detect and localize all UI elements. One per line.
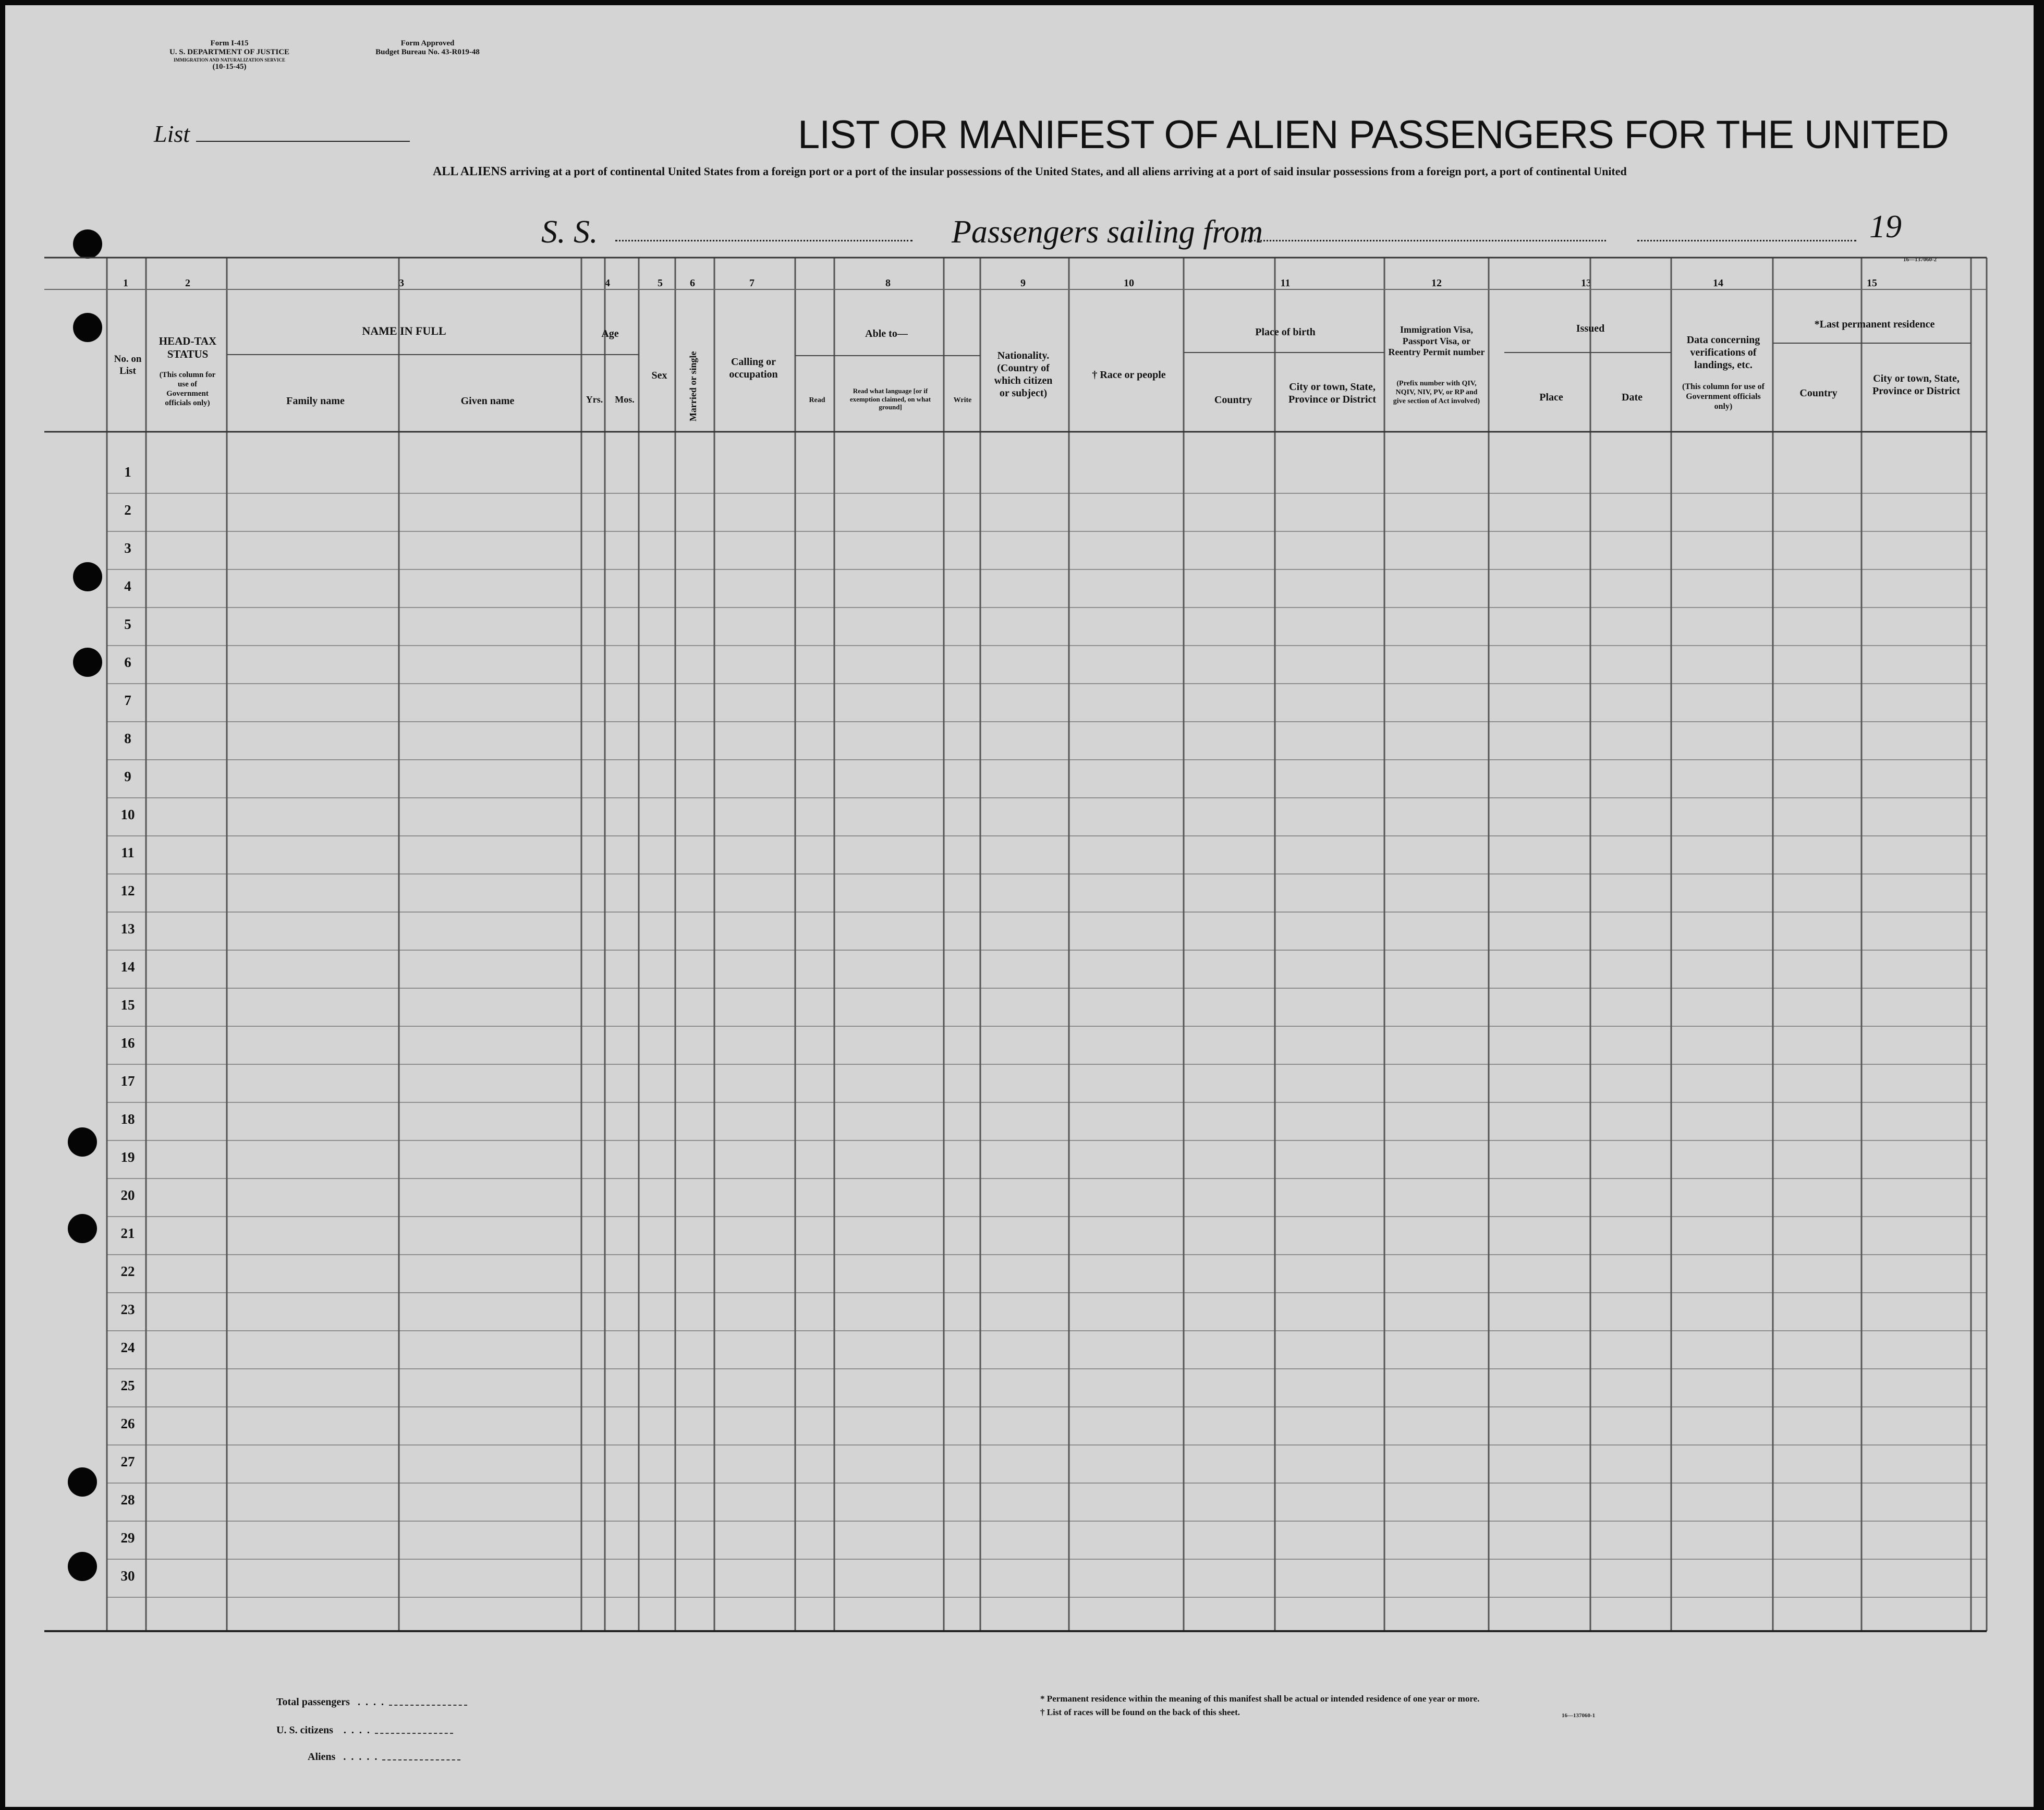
- passenger-row[interactable]: [146, 1217, 1987, 1255]
- column-number: 15: [1867, 277, 1877, 289]
- passenger-row[interactable]: [146, 913, 1987, 951]
- column-number: 11: [1280, 277, 1291, 289]
- aliens-label: Aliens: [308, 1751, 336, 1763]
- column-number: 14: [1713, 277, 1723, 289]
- column-number: 8: [885, 277, 891, 289]
- column-number: 13: [1581, 277, 1591, 289]
- passenger-row[interactable]: [146, 1369, 1987, 1407]
- passenger-row[interactable]: [146, 1065, 1987, 1103]
- header-head-tax-note: (This column for use of Government officials only): [159, 371, 216, 407]
- passenger-row[interactable]: [146, 1141, 1987, 1179]
- passenger-row[interactable]: [146, 722, 1987, 760]
- header-no-on-list: No. on List: [114, 354, 142, 376]
- header-age: Age: [601, 328, 619, 339]
- column-number: 10: [1124, 277, 1134, 289]
- total-passengers-label: Total passengers: [276, 1696, 350, 1708]
- header-write: Write: [953, 396, 972, 404]
- passenger-row[interactable]: [146, 760, 1987, 798]
- row-number: 25: [120, 1378, 135, 1393]
- footnote-races: † List of races will be found on the back of this sheet.: [1040, 1707, 1240, 1717]
- row-number: 24: [120, 1340, 135, 1355]
- column-number: 9: [1020, 277, 1026, 289]
- passenger-row[interactable]: [146, 1331, 1987, 1369]
- row-number: 7: [124, 693, 131, 708]
- page-title: LIST OR MANIFEST OF ALIEN PASSENGERS FOR THE UNITED: [798, 113, 1949, 157]
- passenger-row[interactable]: [146, 1179, 1987, 1217]
- header-mos: Mos.: [615, 394, 635, 405]
- total-passengers-blank[interactable]: [389, 1699, 467, 1706]
- row-number: 28: [120, 1492, 135, 1508]
- header-issued-place: Place: [1539, 392, 1563, 403]
- row-number: 11: [121, 845, 135, 860]
- row-number: 19: [120, 1149, 135, 1165]
- passenger-row[interactable]: [146, 1484, 1987, 1522]
- passenger-row[interactable]: [146, 1560, 1987, 1598]
- header-issued-date: Date: [1622, 392, 1642, 403]
- us-citizens-blank[interactable]: [375, 1728, 453, 1734]
- header-birth-city: City or town, State, Province or District: [1288, 381, 1377, 405]
- header-married: Married or single: [688, 351, 699, 422]
- passenger-row[interactable]: [146, 951, 1987, 989]
- row-number: 8: [124, 731, 131, 746]
- row-number: 23: [120, 1302, 135, 1317]
- service-name: IMMIGRATION AND NATURALIZATION SERVICE: [174, 57, 285, 63]
- passenger-row[interactable]: [146, 1407, 1987, 1445]
- row-number: 5: [124, 616, 131, 632]
- footnote-residence: * Permanent residence within the meaning of this manifest shall be actual or intended residence of one year or more.: [1040, 1694, 1480, 1704]
- header-race: † Race or people: [1092, 369, 1166, 381]
- passenger-row[interactable]: [146, 646, 1987, 684]
- header-read: Read: [809, 396, 825, 404]
- header-visa: Immigration Visa, Passport Visa, or Reentry Permit number: [1388, 324, 1485, 358]
- column-number: 4: [605, 277, 610, 289]
- row-number: 17: [120, 1073, 135, 1089]
- header-residence: *Last permanent residence: [1814, 319, 1935, 330]
- row-number: 13: [120, 921, 135, 937]
- subtitle-lead: ALL ALIENS: [433, 165, 507, 178]
- header-place-of-birth: Place of birth: [1255, 326, 1316, 338]
- header-able-to: Able to—: [865, 328, 908, 339]
- department-name: U. S. DEPARTMENT OF JUSTICE: [169, 48, 290, 57]
- row-number: 30: [120, 1568, 135, 1584]
- manifest-sheet: [5, 5, 2034, 1807]
- header-visa-note: (Prefix number with QIV, NQIV, NIV, PV, or RP and give section of Act involved): [1393, 380, 1480, 405]
- passenger-row[interactable]: [146, 874, 1987, 913]
- total-passengers-field[interactable]: Total passengers . . . .: [276, 1696, 467, 1708]
- row-number: 18: [120, 1111, 135, 1127]
- row-number: 15: [120, 997, 135, 1013]
- passenger-row[interactable]: [146, 989, 1987, 1027]
- ss-label: S. S.: [541, 214, 598, 250]
- row-number: 3: [124, 540, 131, 556]
- row-number: 12: [120, 883, 135, 898]
- header-family-name: Family name: [286, 395, 345, 407]
- passenger-row[interactable]: [146, 836, 1987, 874]
- passenger-row[interactable]: [146, 1522, 1987, 1560]
- passenger-row[interactable]: [146, 532, 1987, 570]
- year-label: 19: [1869, 209, 1902, 245]
- header-given-name: Given name: [460, 395, 515, 407]
- aliens-field[interactable]: Aliens . . . . .: [308, 1751, 460, 1763]
- column-number: 1: [123, 277, 128, 289]
- form-number: Form I-415: [210, 39, 249, 47]
- passenger-row[interactable]: [146, 1255, 1987, 1293]
- row-number: 26: [120, 1416, 135, 1431]
- column-number: 3: [399, 277, 404, 289]
- row-number: 9: [124, 769, 131, 784]
- header-head-tax: HEAD-TAX STATUS: [159, 335, 217, 361]
- passenger-row[interactable]: [146, 456, 1987, 494]
- passenger-row[interactable]: [146, 1103, 1987, 1141]
- us-citizens-label: U. S. citizens: [276, 1724, 333, 1736]
- form-approved: Form Approved: [400, 39, 455, 47]
- header-yrs: Yrs.: [586, 394, 603, 405]
- passenger-row[interactable]: [146, 798, 1987, 836]
- header-sex: Sex: [651, 370, 667, 381]
- passenger-row[interactable]: [146, 570, 1987, 608]
- code-bottom: 16—137060-1: [1562, 1712, 1596, 1719]
- header-landings-note: (This column for use of Government officials only): [1682, 382, 1765, 411]
- row-number: 27: [120, 1454, 135, 1469]
- header-issued: Issued: [1576, 323, 1605, 334]
- row-number: 6: [124, 654, 131, 670]
- header-calling: Calling or occupation: [729, 356, 778, 380]
- column-number: 6: [690, 277, 695, 289]
- header-read-language: Read what language [or if exemption claimed, on what ground]: [849, 387, 931, 411]
- subtitle-text: arriving at a port of continental United States from a foreign port or a port of the insular possessions of the United States, and all aliens arriving at a port of said insular possessions from a foreign port, a port of continental United: [509, 165, 1627, 178]
- row-number: 16: [120, 1035, 135, 1051]
- header-nationality: Nationality. (Country of which citizen or subject): [994, 350, 1053, 399]
- header-res-city: City or town, State, Province or District: [1872, 373, 1961, 397]
- row-number: 22: [120, 1264, 135, 1279]
- row-number: 1: [124, 464, 131, 480]
- row-number: 14: [120, 959, 135, 975]
- row-number: 4: [124, 578, 131, 594]
- sailing-from-label: Passengers sailing from: [952, 214, 1263, 250]
- passenger-row[interactable]: [146, 494, 1987, 532]
- row-number: 20: [120, 1187, 135, 1203]
- column-number: 12: [1431, 277, 1442, 289]
- header-res-country: Country: [1799, 387, 1838, 399]
- column-number: 2: [185, 277, 190, 289]
- header-name-in-full: NAME IN FULL: [362, 324, 446, 337]
- form-date-code: (10-15-45): [212, 62, 247, 71]
- passenger-row[interactable]: [146, 684, 1987, 722]
- column-number: 5: [658, 277, 663, 289]
- row-number: 2: [124, 502, 131, 518]
- header-birth-country: Country: [1214, 394, 1252, 406]
- aliens-blank[interactable]: [382, 1754, 460, 1760]
- passenger-row[interactable]: [146, 1445, 1987, 1484]
- row-number: 21: [120, 1225, 135, 1241]
- row-number: 10: [120, 807, 135, 822]
- passenger-row[interactable]: [146, 608, 1987, 646]
- row-number: 29: [120, 1530, 135, 1546]
- passenger-row[interactable]: [146, 1293, 1987, 1331]
- column-number: 7: [749, 277, 755, 289]
- header-landings: Data concerning verifications of landings, etc.: [1686, 334, 1760, 371]
- us-citizens-field[interactable]: U. S. citizens . . . .: [276, 1724, 453, 1736]
- budget-number: Budget Bureau No. 43-R019-48: [375, 48, 480, 57]
- code-top: 16—137060-2: [1903, 257, 1937, 263]
- passenger-row[interactable]: [146, 1027, 1987, 1065]
- list-label: List: [154, 120, 190, 147]
